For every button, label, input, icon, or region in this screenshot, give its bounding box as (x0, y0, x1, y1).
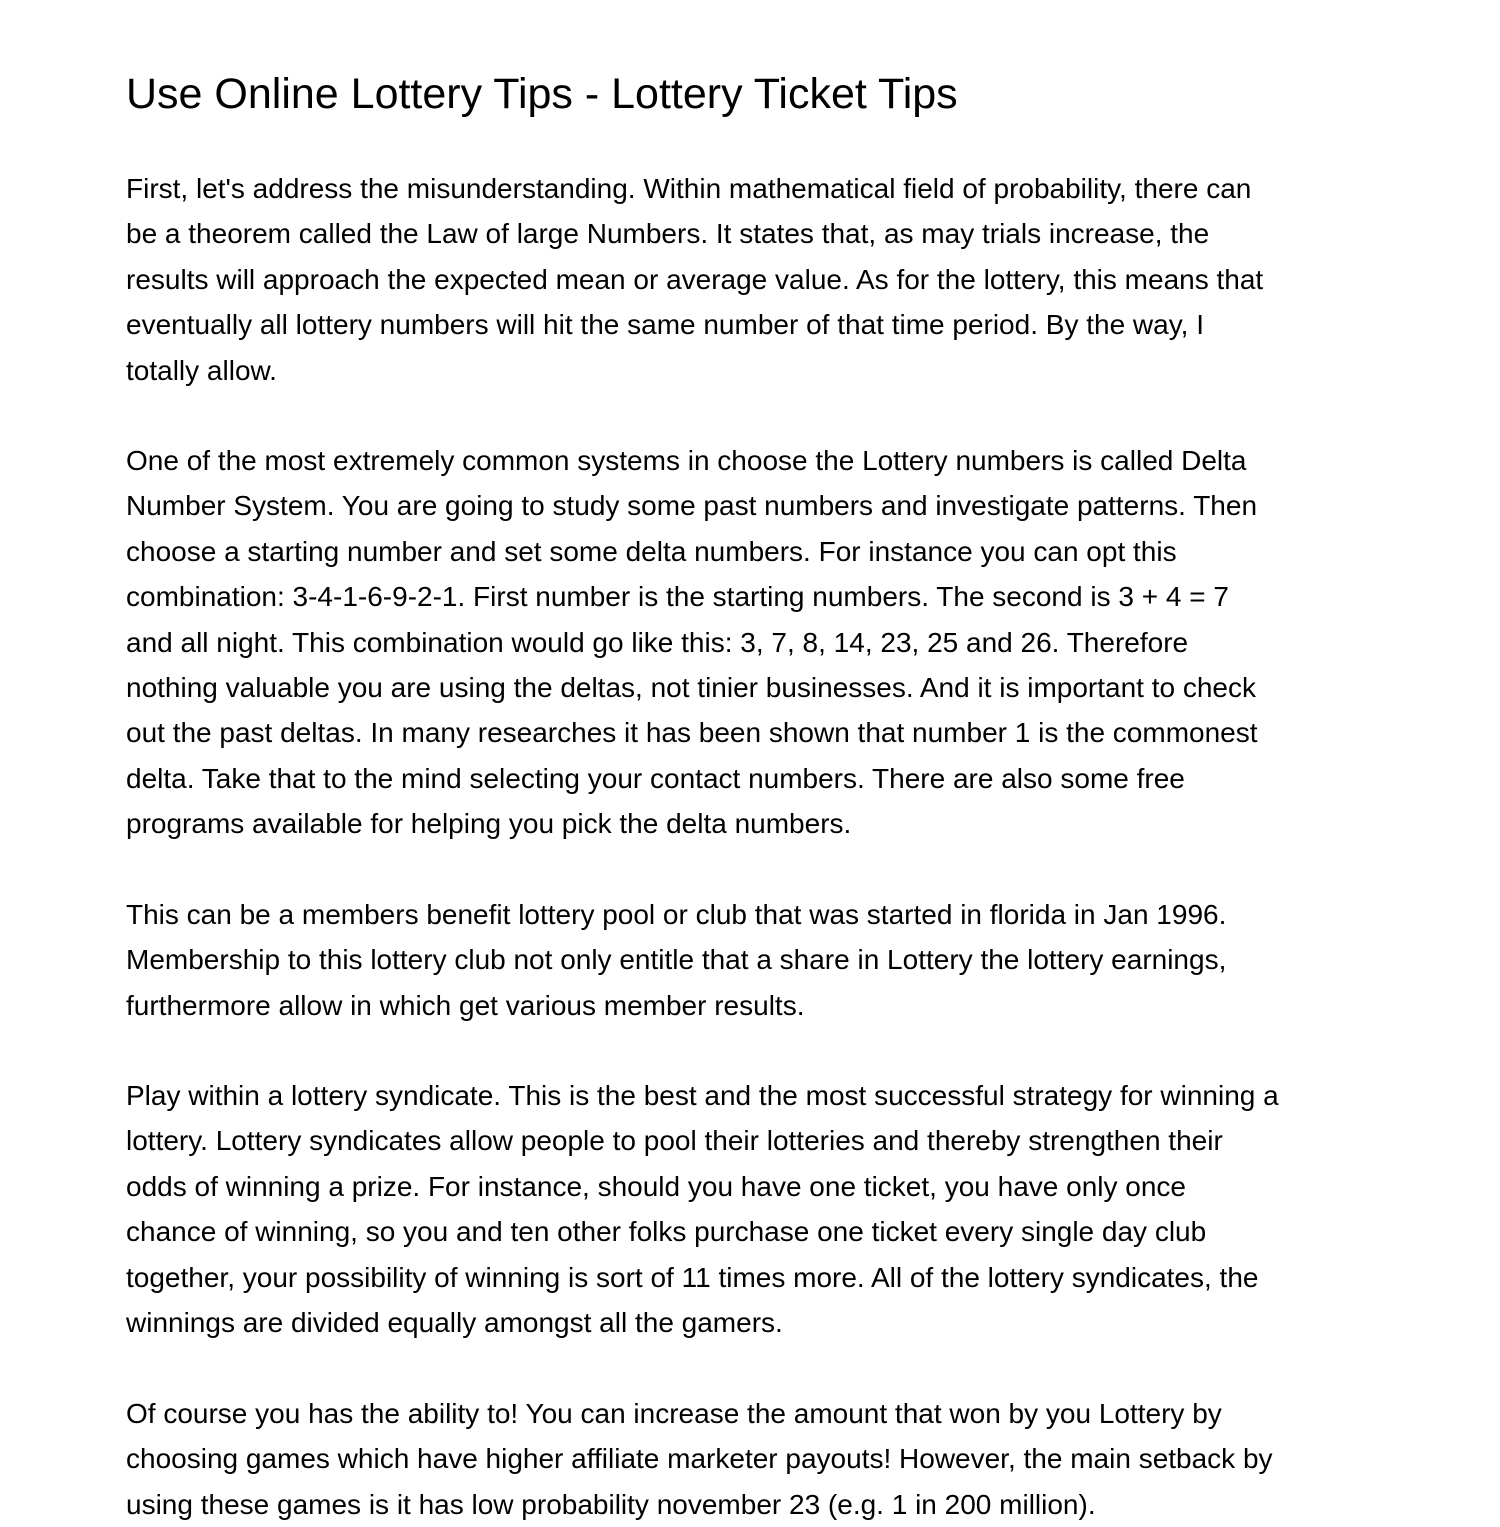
paragraph-1 (126, 166, 1263, 393)
text-line: programs available for helping you pick the delta numbers. (126, 808, 852, 840)
text-line: Of course you has the ability to! You can increase the amount that won by you Lottery by (126, 1398, 1222, 1429)
text-line: nothing valuable you are using the deltas, not tinier businesses. And it is important to check (126, 672, 1257, 704)
page-title: Use Online Lottery Tips - Lottery Ticket Tips (126, 70, 958, 118)
paragraph-4 (126, 1073, 1279, 1345)
text-line: furthermore allow in which get various member results. (126, 989, 805, 1021)
text-line: Play within a lottery syndicate. This is the best and the most successful strategy for winning a (126, 1080, 1279, 1111)
text-line: Number System. You are going to study some past numbers and investigate patterns. Then (126, 490, 1258, 522)
text-line: One of the most extremely common systems in choose the Lottery numbers is called Delta (126, 445, 1247, 476)
text-line: be a theorem called the Law of large Numbers. It states that, as may trials increase, the (126, 218, 1210, 250)
text-line: delta. Take that to the mind selecting your contact numbers. There are also some free (126, 762, 1185, 794)
text-line: results will approach the expected mean or average value. As for the lottery, this means that (126, 263, 1264, 295)
text-line: choosing games which have higher affiliate marketer payouts! However, the main setback by (126, 1443, 1273, 1475)
text-line: combination: 3-4-1-6-9-2-1. First number is the starting numbers. The second is 3 + 4 = 7 (126, 581, 1229, 613)
text-line: out the past deltas. In many researches it has been shown that number 1 is the commonest (126, 717, 1258, 749)
paragraph-2 (126, 438, 1258, 847)
text-line: choose a starting number and set some delta numbers. For instance you can opt this (126, 535, 1177, 567)
paragraph-5 (126, 1391, 1273, 1527)
text-line: eventually all lottery numbers will hit the same number of that time period. By the way, I (126, 309, 1204, 341)
text-line: winnings are divided equally amongst all the gamers. (126, 1307, 783, 1339)
text-line: together, your possibility of winning is sort of 11 times more. All of the lottery syndicates, the (126, 1261, 1259, 1293)
text-line: using these games is it has low probability november 23 (e.g. 1 in 200 million). (126, 1488, 1096, 1520)
text-line: lottery. Lottery syndicates allow people to pool their lotteries and thereby strengthen their (126, 1125, 1223, 1157)
text-line: chance of winning, so you and ten other folks purchase one ticket every single day club (126, 1216, 1207, 1248)
text-line: Membership to this lottery club not only entitle that a share in Lottery the lottery earnings, (126, 944, 1227, 976)
text-line: odds of winning a prize. For instance, should you have one ticket, you have only once (126, 1170, 1186, 1202)
text-line: totally allow. (126, 354, 277, 386)
text-line: First, let's address the misunderstanding. Within mathematical field of probability, there can (126, 173, 1252, 204)
text-line: This can be a members benefit lottery pool or club that was started in florida in Jan 1996. (126, 899, 1227, 930)
paragraph-3 (126, 892, 1226, 1028)
text-line: and all night. This combination would go like this: 3, 7, 8, 14, 23, 25 and 26. Therefore (126, 626, 1189, 658)
